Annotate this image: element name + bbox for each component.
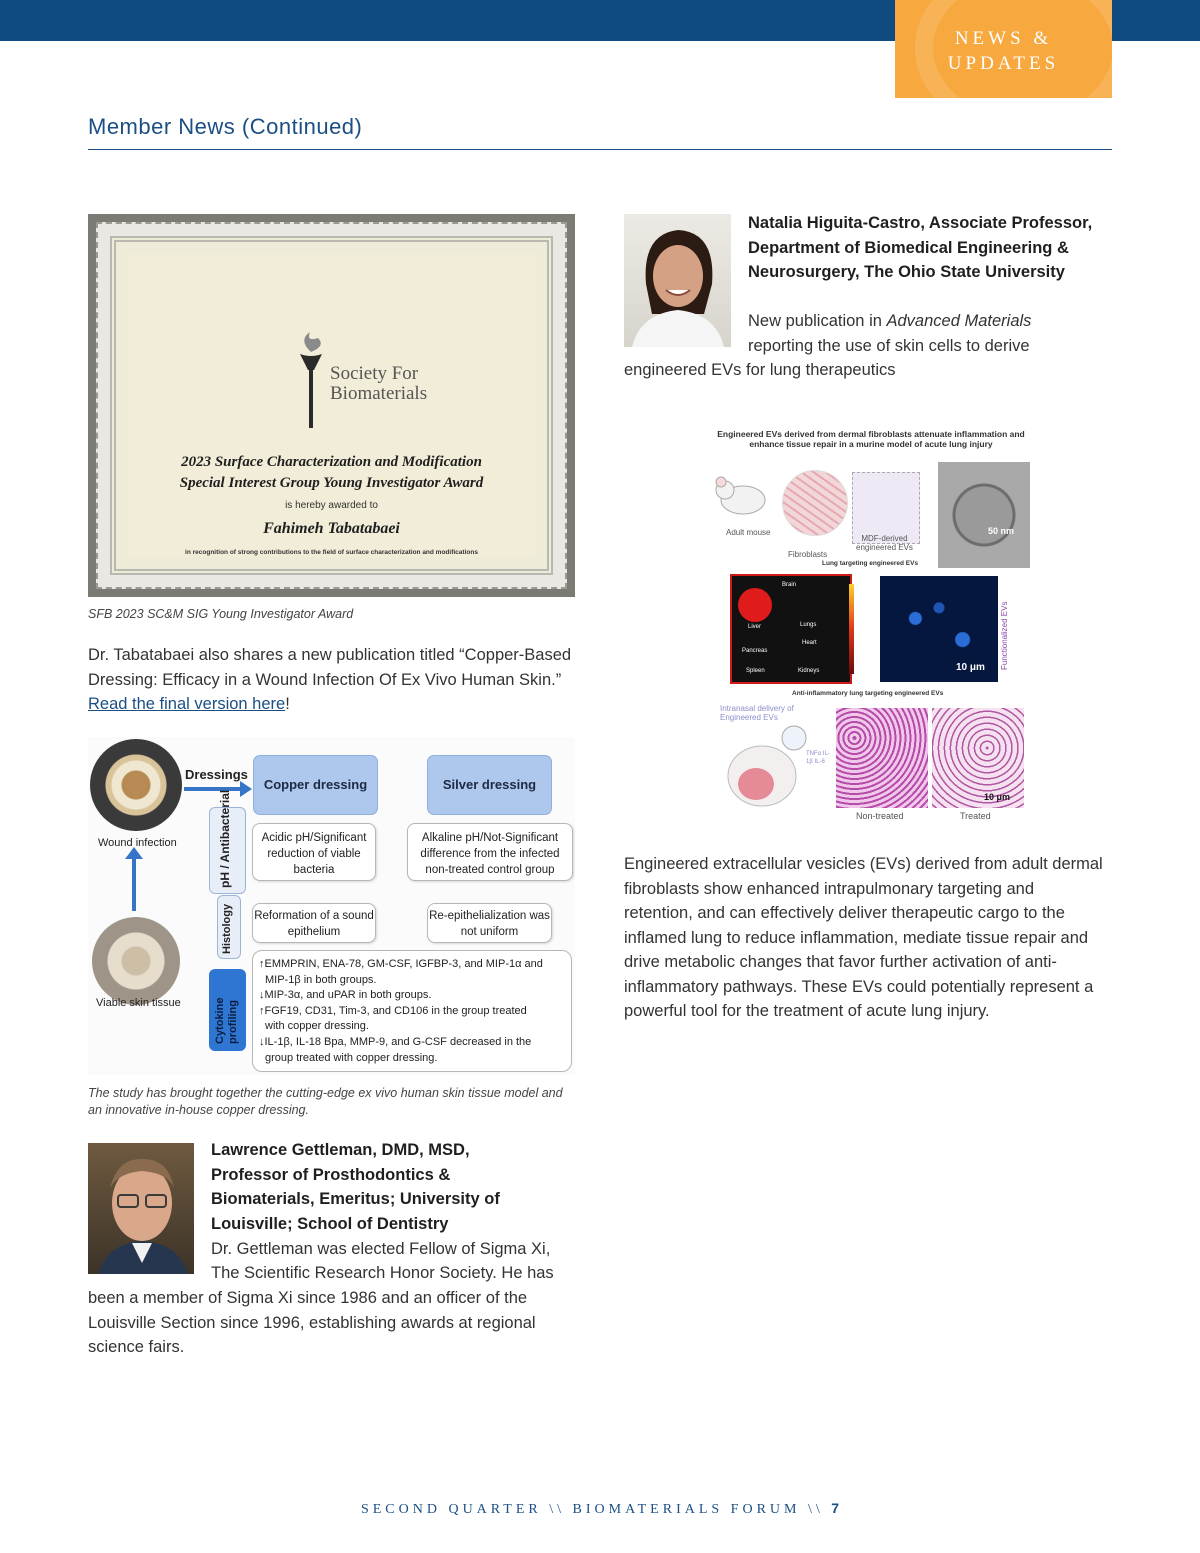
gettleman-line-1: Dr. Gettleman was elected Fellow of Sigma Xi, [211,1240,551,1258]
ph-antibacterial-row-label-box [209,789,246,894]
anti-inflammatory-label: Anti-inflammatory lung targeting engineered EVs [792,690,944,697]
tabatabaei-paragraph [88,643,578,717]
higuita-paragraph: Engineered extracellular vesicles (EVs) derived from adult dermal fibroblasts show enhanced intrapulmonary targeting and retention, and can effectively deliver therapeutic cargo to the inflamed lung to reduce inflammation, mediate tissue repair and drive metabolic changes that favor further activation of anti-inflammatory pathways. These EVs could potentially represent a powerful tool for the treatment of acute lung injury. [624,855,1103,1020]
silver-dressing-header: Silver dressing [427,755,552,815]
wound-infection-label: Wound infection [98,837,177,849]
tabatabaei-after-link: ! [285,695,290,713]
lungs-label: Lungs [800,622,817,628]
page-number: 7 [831,1500,840,1516]
footer-text: SECOND QUARTER \\ BIOMATERIALS FORUM \\ [360,1502,832,1517]
gettleman-face-icon [88,1143,194,1274]
read-final-version-link[interactable]: Read the final version here [88,695,286,713]
title-divider [88,149,1112,150]
non-treated-histology-image [836,708,928,808]
certificate-recipient: Fahimeh Tabatabaei [263,520,400,537]
certificate-caption: SFB 2023 SC&M SIG Young Investigator Award [88,607,354,621]
copper-dressing-header: Copper dressing [253,755,378,815]
scale-10um-label: 10 μm [956,662,985,673]
page-footer [0,1500,1200,1518]
cytokine-line-5: with copper dressing. [265,1020,369,1033]
cytokine-line-1: ↑EMMPRIN, ENA-78, GM-CSF, IGFBP-3, and MIP-1α and [259,958,543,970]
non-treated-label: Non-treated [856,811,904,821]
higuita-pub-prefix: New publication in [748,312,887,330]
org-line-1: Society For [330,363,419,384]
higuita-line-1 [748,309,1031,334]
higuita-face-icon [624,214,731,347]
higuita-portrait-image [624,214,731,347]
mdf-label [856,534,913,552]
mouse-treatment-icon [716,714,816,814]
certificate-paper [128,254,535,557]
fibroblasts-label: Fibroblasts [788,550,828,559]
tab-line-1: NEWS & [954,28,1053,49]
award-certificate-image [88,214,575,597]
higuita-line-2: reporting the use of skin cells to derive [748,337,1030,355]
mdf-line-2: engineered EVs [856,543,913,552]
dressings-arrow-shaft [184,787,246,791]
award-line-1: 2023 Surface Characterization and Modification [181,454,482,470]
ev-figure-title [706,429,1036,449]
silver-ph-result: Alkaline pH/Not-Significant difference from the infected non-treated control group [407,823,573,881]
ph-antibacterial-label: pH / Antibacterial [218,789,232,888]
org-line-2: Biomaterials [330,383,428,404]
heart-label: Heart [802,640,817,646]
cytokine-line-7: group treated with copper dressing. [265,1051,438,1064]
certificate-org [330,364,427,404]
right-arrow-icon [240,781,252,797]
cytokine-line-2: MIP-1β in both groups. [265,973,377,986]
scale-50nm-label: 50 nm [988,526,1015,536]
gettleman-heading: Lawrence Gettleman, DMD, MSD, Professor of Prosthodontics & Biomaterials, Emeritus; University of Louisville; School of Dentistry [211,1141,500,1233]
tab-line-2: UPDATES [947,53,1060,74]
page-title: Member News (Continued) [88,114,363,139]
ev-title-line-1: Engineered EVs derived from dermal fibroblasts attenuate inflammation and [717,429,1025,439]
adult-mouse-label: Adult mouse [726,528,771,537]
fibroblasts-image [782,470,848,536]
wound-infection-dish-image [90,739,182,831]
torch-logo-icon [296,332,326,432]
viable-skin-dish-image [92,917,180,1005]
intranasal-line-1: Intranasal delivery of [720,704,794,713]
award-line-2: Special Interest Group Young Investigator Award [179,475,484,491]
functionalized-evs-label: Functionalized EVs [1000,601,1009,670]
liver-signal [738,588,772,622]
ev-microscopy-image [938,462,1030,568]
cytokine-label: Cytokine profiling [214,997,239,1044]
intranasal-line-2: Engineered EVs [720,713,778,722]
viable-skin-label: Viable skin tissue [96,997,181,1009]
histology-label: Histology [221,903,233,954]
up-arrow-shaft [132,855,136,911]
dressing-diagram-caption: The study has brought together the cutting-edge ex vivo human skin tissue model and an innovative in-house copper dressing. [88,1086,563,1117]
histology-row-label-box [217,895,241,959]
tabatabaei-text: Dr. Tabatabaei also shares a new publication titled “Copper-Based Dressing: Efficacy in a Wound Infection Of Ex Vivo Human Skin.” [88,646,572,689]
cytokine-results-box [252,950,572,1072]
engineered-ev-figure [706,424,1036,824]
cytokine-line-6: ↓IL-1β, IL-18 Bpa, MMP-9, and G-CSF decreased in the [259,1035,532,1048]
cytokine-line-4: ↑FGF19, CD31, Tim-3, and CD106 in the group treated [259,1004,527,1017]
treated-label: Treated [960,811,991,821]
mdf-line-1: MDF-derived [861,534,908,543]
gettleman-rest: been a member of Sigma Xi since 1986 and an officer of the Louisville Section since 1996, establishing awards at regional science fairs. [88,1289,536,1356]
certificate-recognition: in recognition of strong contributions to the field of surface characterization and modifications [185,549,478,556]
dressing-study-diagram [88,737,575,1075]
dressings-label: Dressings [185,767,248,782]
treated-histology-image [932,708,1024,808]
higuita-journal: Advanced Materials [886,312,1032,330]
gettleman-line-2: The Scientific Research Honor Society. He has [211,1264,554,1282]
cytokines-label: TNFα IL-1β IL-6 [806,751,830,765]
intensity-color-scale [849,584,854,674]
certificate-hereby: is hereby awarded to [285,500,378,511]
cytokine-row-label-box [209,969,246,1051]
news-updates-tab [895,0,1112,98]
ev-title-line-2: enhance tissue repair in a murine model of acute lung injury [749,439,993,449]
copper-histology-result: Reformation of a sound epithelium [252,903,376,943]
lung-targeting-label: Lung targeting engineered EVs [822,560,919,567]
gettleman-portrait-image [88,1143,194,1274]
pancreas-label: Pancreas [742,648,768,654]
organ-imaging-panel [730,574,852,684]
liver-label: Liver [748,624,762,630]
kidneys-label: Kidneys [798,668,820,674]
higuita-heading: Natalia Higuita-Castro, Associate Professor, Department of Biomedical Engineering & Neurosurgery, The Ohio State University [748,214,1093,281]
fluorescence-image [880,576,998,682]
higuita-line-3: engineered EVs for lung therapeutics [624,361,896,379]
copper-ph-result: Acidic pH/Significant reduction of viable bacteria [252,823,376,881]
scale-10um-label-2: 10 μm [984,792,1011,802]
silver-histology-result: Re-epithelialization was not uniform [427,903,552,943]
cytokine-line-3: ↓MIP-3α, and uPAR in both groups. [259,989,432,1002]
mouse-icon [711,464,771,524]
brain-label: Brain [782,582,797,588]
certificate-award-title [128,452,535,494]
spleen-label: Spleen [746,668,765,674]
